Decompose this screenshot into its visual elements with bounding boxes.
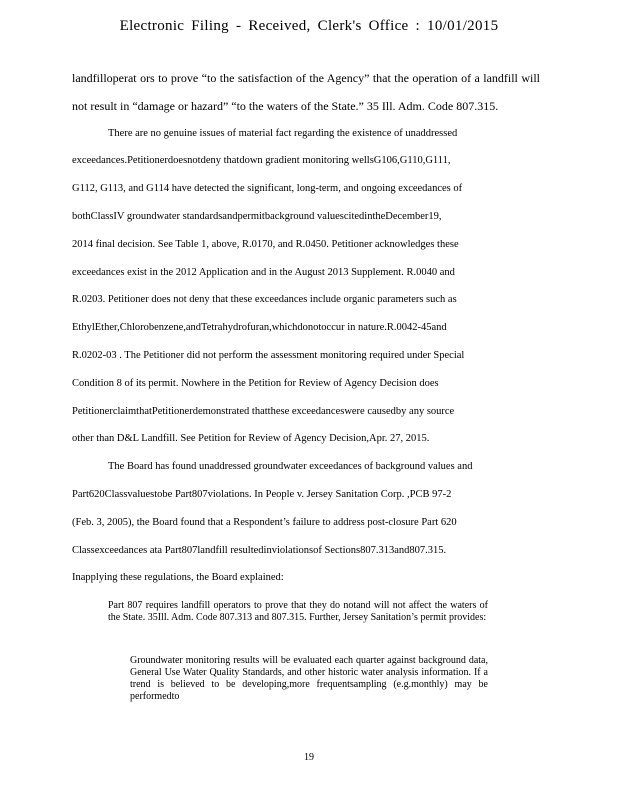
- body-line-17: (Feb. 3, 2005), the Board found that a Respondent’s failure to address post-closure Part 620: [72, 516, 457, 528]
- body-text: [72, 68, 540, 596]
- page-number: 19: [304, 752, 314, 763]
- nested-quote-paragraph: Groundwater monitoring results will be evaluated each quarter against background data, General Use Water Quality Standards, and other historic water analysis information. If a trend is believed to be developing,more frequentsampling (e.g.monthly) may be performedto: [130, 655, 488, 702]
- body-line-15: The Board has found unaddressed groundwater exceedances of background values and: [108, 461, 473, 473]
- nested-block-quote: [130, 655, 488, 703]
- body-line-12: Condition 8 of its permit. Nowhere in the Petition for Review of Agency Decision does: [72, 377, 439, 389]
- body-line-11: R.0202-03 . The Petitioner did not perform the assessment monitoring required under Special: [72, 349, 465, 361]
- body-line-7: 2014 final decision. See Table 1, above, R.0170, and R.0450. Petitioner acknowledges these: [72, 238, 459, 250]
- body-line-4: exceedances.Petitionerdoesnotdeny thatdown gradient monitoring wellsG106,G110,G111,: [72, 155, 451, 167]
- body-line-3: There are no genuine issues of material fact regarding the existence of unaddressed: [108, 127, 458, 139]
- body-line-16: Part620Classvaluestobe Part807violations. In People v. Jersey Sanitation Corp. ,PCB 97-2: [72, 488, 452, 500]
- quote-paragraph: Part 807 requires landfill operators to prove that they do notand will not affect the waters of the State. 35Ill. Adm. Code 807.313 and 807.315. Further, Jersey Sanitation’s permit provides:: [108, 600, 488, 623]
- body-line-13: PetitionerclaimthatPetitionerdemonstrated thatthese exceedanceswere causedby any source: [72, 405, 455, 417]
- body-line-8: exceedances exist in the 2012 Application and in the August 2013 Supplement. R.0040 and: [72, 266, 455, 278]
- body-line-5: G112, G113, and G114 have detected the significant, long-term, and ongoing exceedances of: [72, 183, 463, 195]
- body-line-6: bothClassIV groundwater standardsandpermitbackground valuescitedintheDecember19,: [72, 210, 442, 222]
- filing-header: Electronic Filing - Received, Clerk's Office : 10/01/2015: [119, 18, 499, 34]
- block-quote: [108, 600, 488, 632]
- body-line-2: not result in “damage or hazard” “to the waters of the State.” 35 Ill. Adm. Code 807.315.: [72, 98, 499, 113]
- body-line-14: other than D&L Landfill. See Petition for Review of Agency Decision,Apr. 27, 2015.: [72, 433, 430, 445]
- body-line-9: R.0203. Petitioner does not deny that these exceedances include organic parameters such as: [72, 294, 457, 306]
- body-line-19: Inapplying these regulations, the Board explained:: [72, 572, 284, 584]
- body-line-10: EthylEther,Chlorobenzene,andTetrahydrofuran,whichdonotoccur in nature.R.0042-45and: [72, 322, 447, 334]
- body-line-1: landfilloperat ors to prove “to the satisfaction of the Agency” that the operation of a landfill will: [72, 71, 540, 85]
- body-line-18: Classexceedances ata Part807landfill resultedinviolationsof Sections807.313and807.315.: [72, 544, 447, 556]
